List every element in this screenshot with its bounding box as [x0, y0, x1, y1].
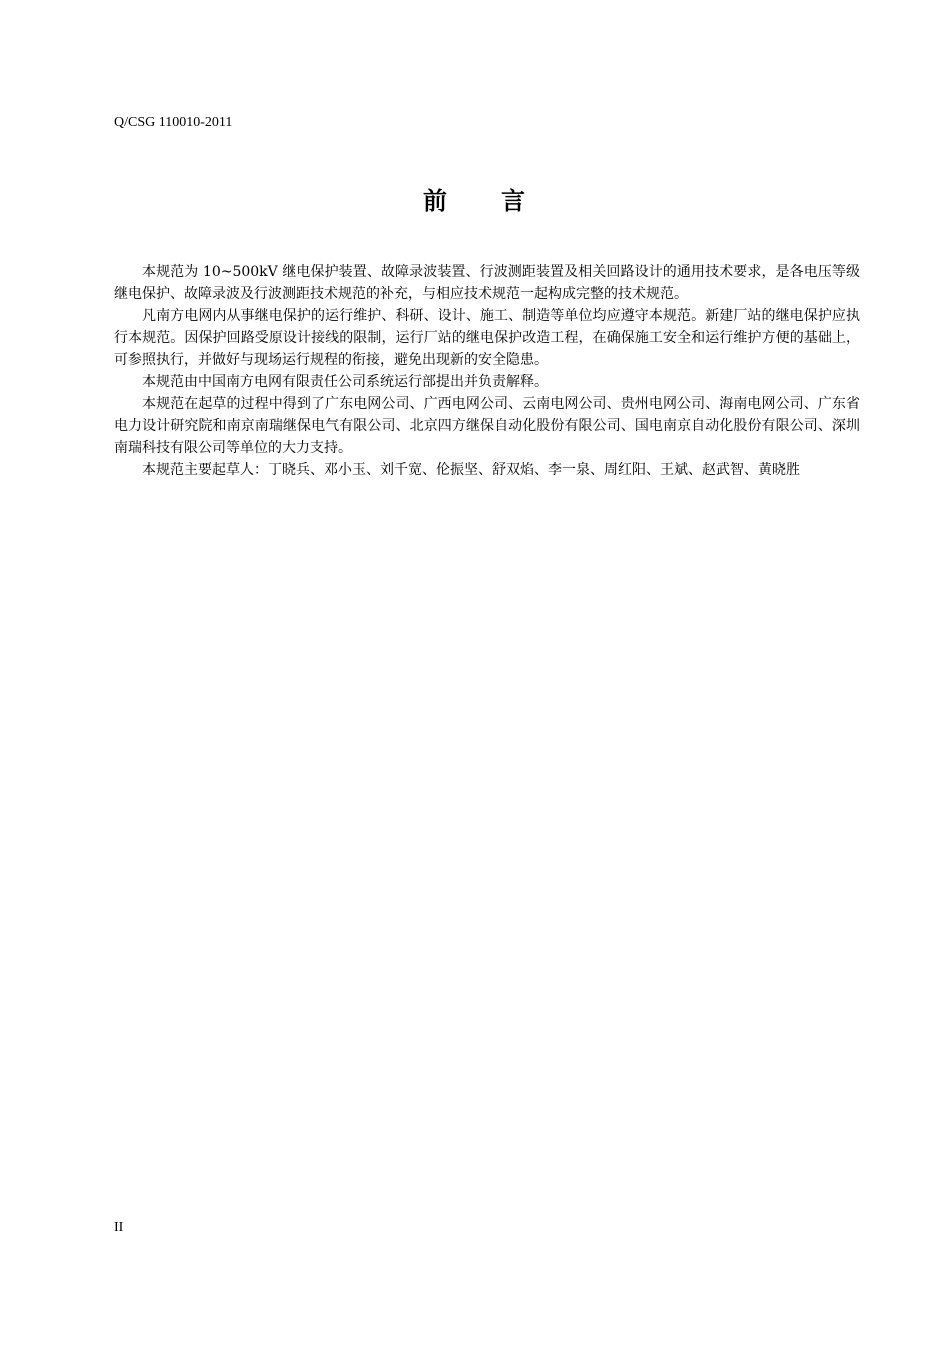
title-char-1: 前	[423, 187, 449, 215]
page-number: II	[114, 1220, 124, 1235]
page-title	[0, 184, 950, 218]
paragraph-interpretation: 本规范由中国南方电网有限责任公司系统运行部提出并负责解释。	[142, 374, 548, 390]
paragraph-drafters: 本规范主要起草人：丁晓兵、邓小玉、刘千宽、伦振坚、舒双焰、李一泉、周红阳、王斌、赵武智、黄晓胜	[142, 462, 800, 478]
paragraph-acknowledgements: 本规范在起草的过程中得到了广东电网公司、广西电网公司、云南电网公司、贵州电网公司、海南电网公司、广东省电力设计研究院和南京南瑞继保电气有限公司、北京四方继保自动化股份有限公司、国电南京自动化股份有限公司、深圳南瑞科技有限公司等单位的大力支持。	[114, 396, 860, 456]
foreword-body	[114, 261, 860, 481]
paragraph-applicability: 凡南方电网内从事继电保护的运行维护、科研、设计、施工、制造等单位均应遵守本规范。新建厂站的继电保护应执行本规范。因保护回路受原设计接线的限制，运行厂站的继电保护改造工程，在确保施工安全和运行维护方便的基础上，可参照执行，并做好与现场运行规程的衔接，避免出现新的安全隐患。	[114, 308, 860, 368]
document-code: Q/CSG 110010-2011	[114, 115, 233, 130]
title-char-2: 言	[501, 187, 527, 215]
paragraph-scope: 本规范为 10~500kV 继电保护装置、故障录波装置、行波测距装置及相关回路设计的通用技术要求，是各电压等级继电保护、故障录波及行波测距技术规范的补充，与相应技术规范一起构成完整的技术规范。	[114, 264, 860, 302]
